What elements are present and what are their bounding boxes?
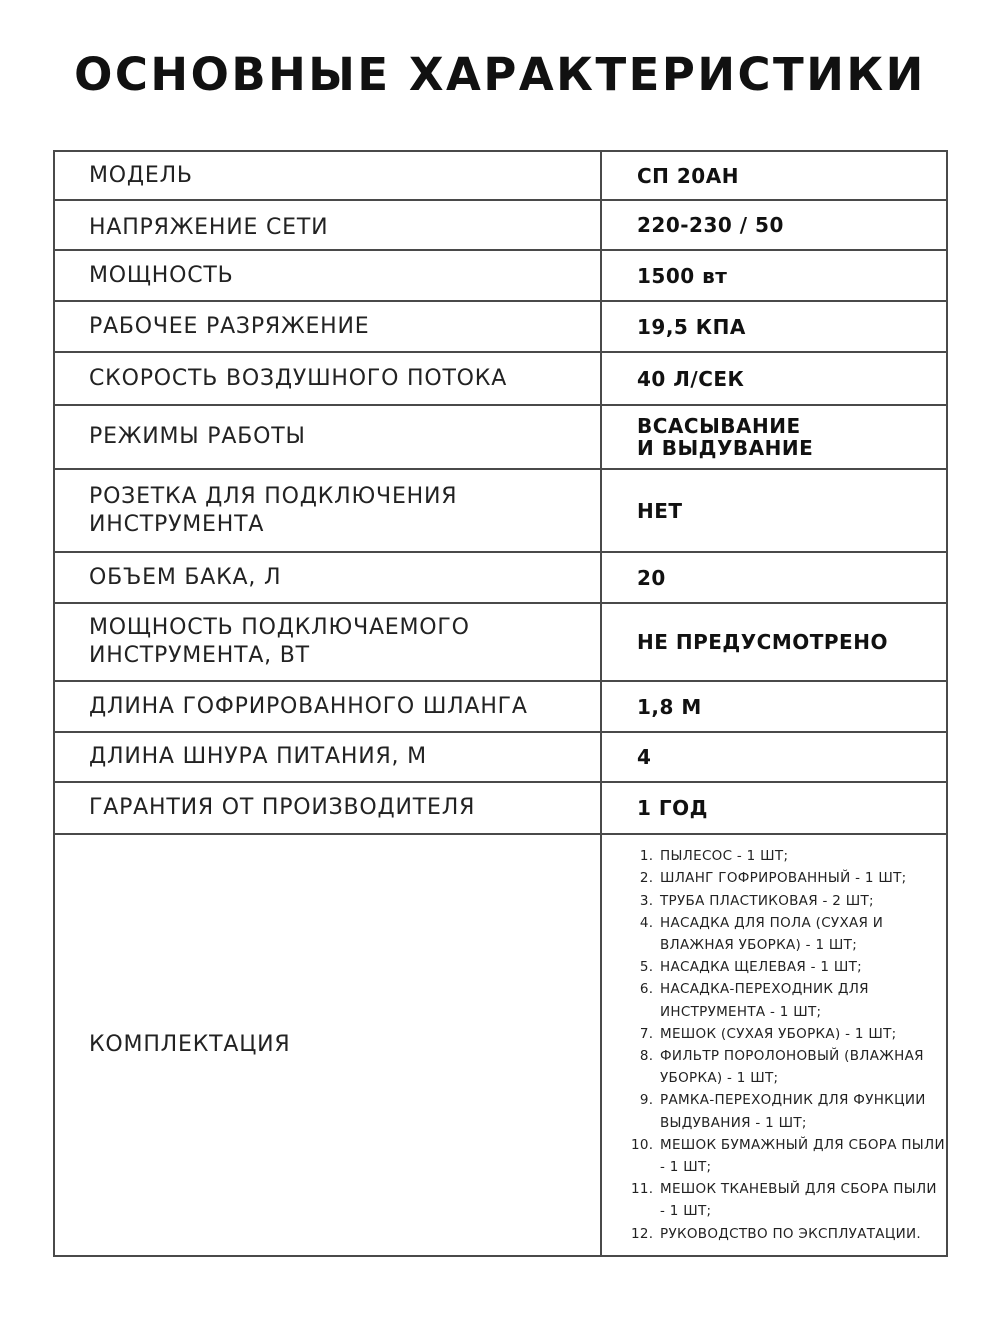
spec-value: 1 ГОД: [601, 782, 947, 834]
kit-item: 2. ШЛАНГ ГОФРИРОВАННЫЙ - 1 ШТ;: [658, 867, 946, 889]
spec-label: [54, 469, 601, 552]
kit-item: 5. НАСАДКА ЩЕЛЕВАЯ - 1 ШТ;: [658, 956, 946, 978]
table-row: [54, 603, 947, 681]
spec-label-line: ИНСТРУМЕНТА, ВТ: [89, 643, 310, 668]
spec-label-line: МОЩНОСТЬ ПОДКЛЮЧАЕМОГО: [89, 615, 470, 640]
table-row: [54, 301, 947, 352]
table-row: [54, 352, 947, 405]
table-row: [54, 250, 947, 301]
table-row: [54, 151, 947, 200]
spec-label: МОЩНОСТЬ: [54, 250, 601, 301]
spec-label: ДЛИНА ШНУРА ПИТАНИЯ, М: [54, 732, 601, 782]
table-row: [54, 469, 947, 552]
table-row: [54, 732, 947, 782]
table-row: [54, 405, 947, 469]
kit-label: КОМПЛЕКТАЦИЯ: [54, 834, 601, 1256]
kit-list-cell: [601, 834, 947, 1256]
spec-label: НАПРЯЖЕНИЕ СЕТИ: [54, 200, 601, 250]
specs-table: [53, 150, 948, 1257]
kit-item: 4. НАСАДКА ДЛЯ ПОЛА (СУХАЯ И ВЛАЖНАЯ УБОРКА) - 1 ШТ;: [658, 912, 946, 956]
spec-value: 1500 вт: [601, 250, 947, 301]
kit-item: 12. РУКОВОДСТВО ПО ЭКСПЛУАТАЦИИ.: [658, 1223, 946, 1245]
kit-item: 9. РАМКА-ПЕРЕХОДНИК ДЛЯ ФУНКЦИИ ВЫДУВАНИЯ - 1 ШТ;: [658, 1089, 946, 1133]
spec-value: [601, 405, 947, 469]
spec-value: НЕТ: [601, 469, 947, 552]
spec-label: РЕЖИМЫ РАБОТЫ: [54, 405, 601, 469]
spec-label: [54, 603, 601, 681]
spec-value-line: И ВЫДУВАНИЕ: [637, 436, 814, 460]
table-row: [54, 200, 947, 250]
page-title: ОСНОВНЫЕ ХАРАКТЕРИСТИКИ: [74, 48, 926, 101]
spec-value: 40 Л/СЕК: [601, 352, 947, 405]
kit-item: 7. МЕШОК (СУХАЯ УБОРКА) - 1 ШТ;: [658, 1023, 946, 1045]
spec-value: 220-230 / 50: [601, 200, 947, 250]
kit-item: 8. ФИЛЬТР ПОРОЛОНОВЫЙ (ВЛАЖНАЯ УБОРКА) - 1 ШТ;: [658, 1045, 946, 1089]
kit-item: 6. НАСАДКА-ПЕРЕХОДНИК ДЛЯ ИНСТРУМЕНТА - 1 ШТ;: [658, 978, 946, 1022]
spec-label: МОДЕЛЬ: [54, 151, 601, 200]
spec-label: ГАРАНТИЯ ОТ ПРОИЗВОДИТЕЛЯ: [54, 782, 601, 834]
table-row: [54, 834, 947, 1256]
spec-value: СП 20АН: [601, 151, 947, 200]
spec-label-line: ИНСТРУМЕНТА: [89, 511, 265, 537]
kit-list: [602, 845, 946, 1245]
spec-value: 4: [601, 732, 947, 782]
table-row: [54, 782, 947, 834]
spec-label: ОБЪЕМ БАКА, Л: [54, 552, 601, 603]
table-row: [54, 681, 947, 732]
table-row: [54, 552, 947, 603]
kit-item: 10. МЕШОК БУМАЖНЫЙ ДЛЯ СБОРА ПЫЛИ - 1 ШТ;: [658, 1134, 946, 1178]
spec-value-line: ВСАСЫВАНИЕ: [637, 414, 801, 438]
spec-label: СКОРОСТЬ ВОЗДУШНОГО ПОТОКА: [54, 352, 601, 405]
spec-value: 1,8 М: [601, 681, 947, 732]
spec-value: НЕ ПРЕДУСМОТРЕНО: [601, 603, 947, 681]
spec-value: 19,5 КПА: [601, 301, 947, 352]
spec-label: ДЛИНА ГОФРИРОВАННОГО ШЛАНГА: [54, 681, 601, 732]
spec-label-line: РОЗЕТКА ДЛЯ ПОДКЛЮЧЕНИЯ: [89, 483, 458, 509]
kit-item: 1. ПЫЛЕСОС - 1 ШТ;: [658, 845, 946, 867]
spec-value: 20: [601, 552, 947, 603]
kit-item: 3. ТРУБА ПЛАСТИКОВАЯ - 2 ШТ;: [658, 890, 946, 912]
kit-item: 11. МЕШОК ТКАНЕВЫЙ ДЛЯ СБОРА ПЫЛИ - 1 ШТ;: [658, 1178, 946, 1222]
spec-label: РАБОЧЕЕ РАЗРЯЖЕНИЕ: [54, 301, 601, 352]
